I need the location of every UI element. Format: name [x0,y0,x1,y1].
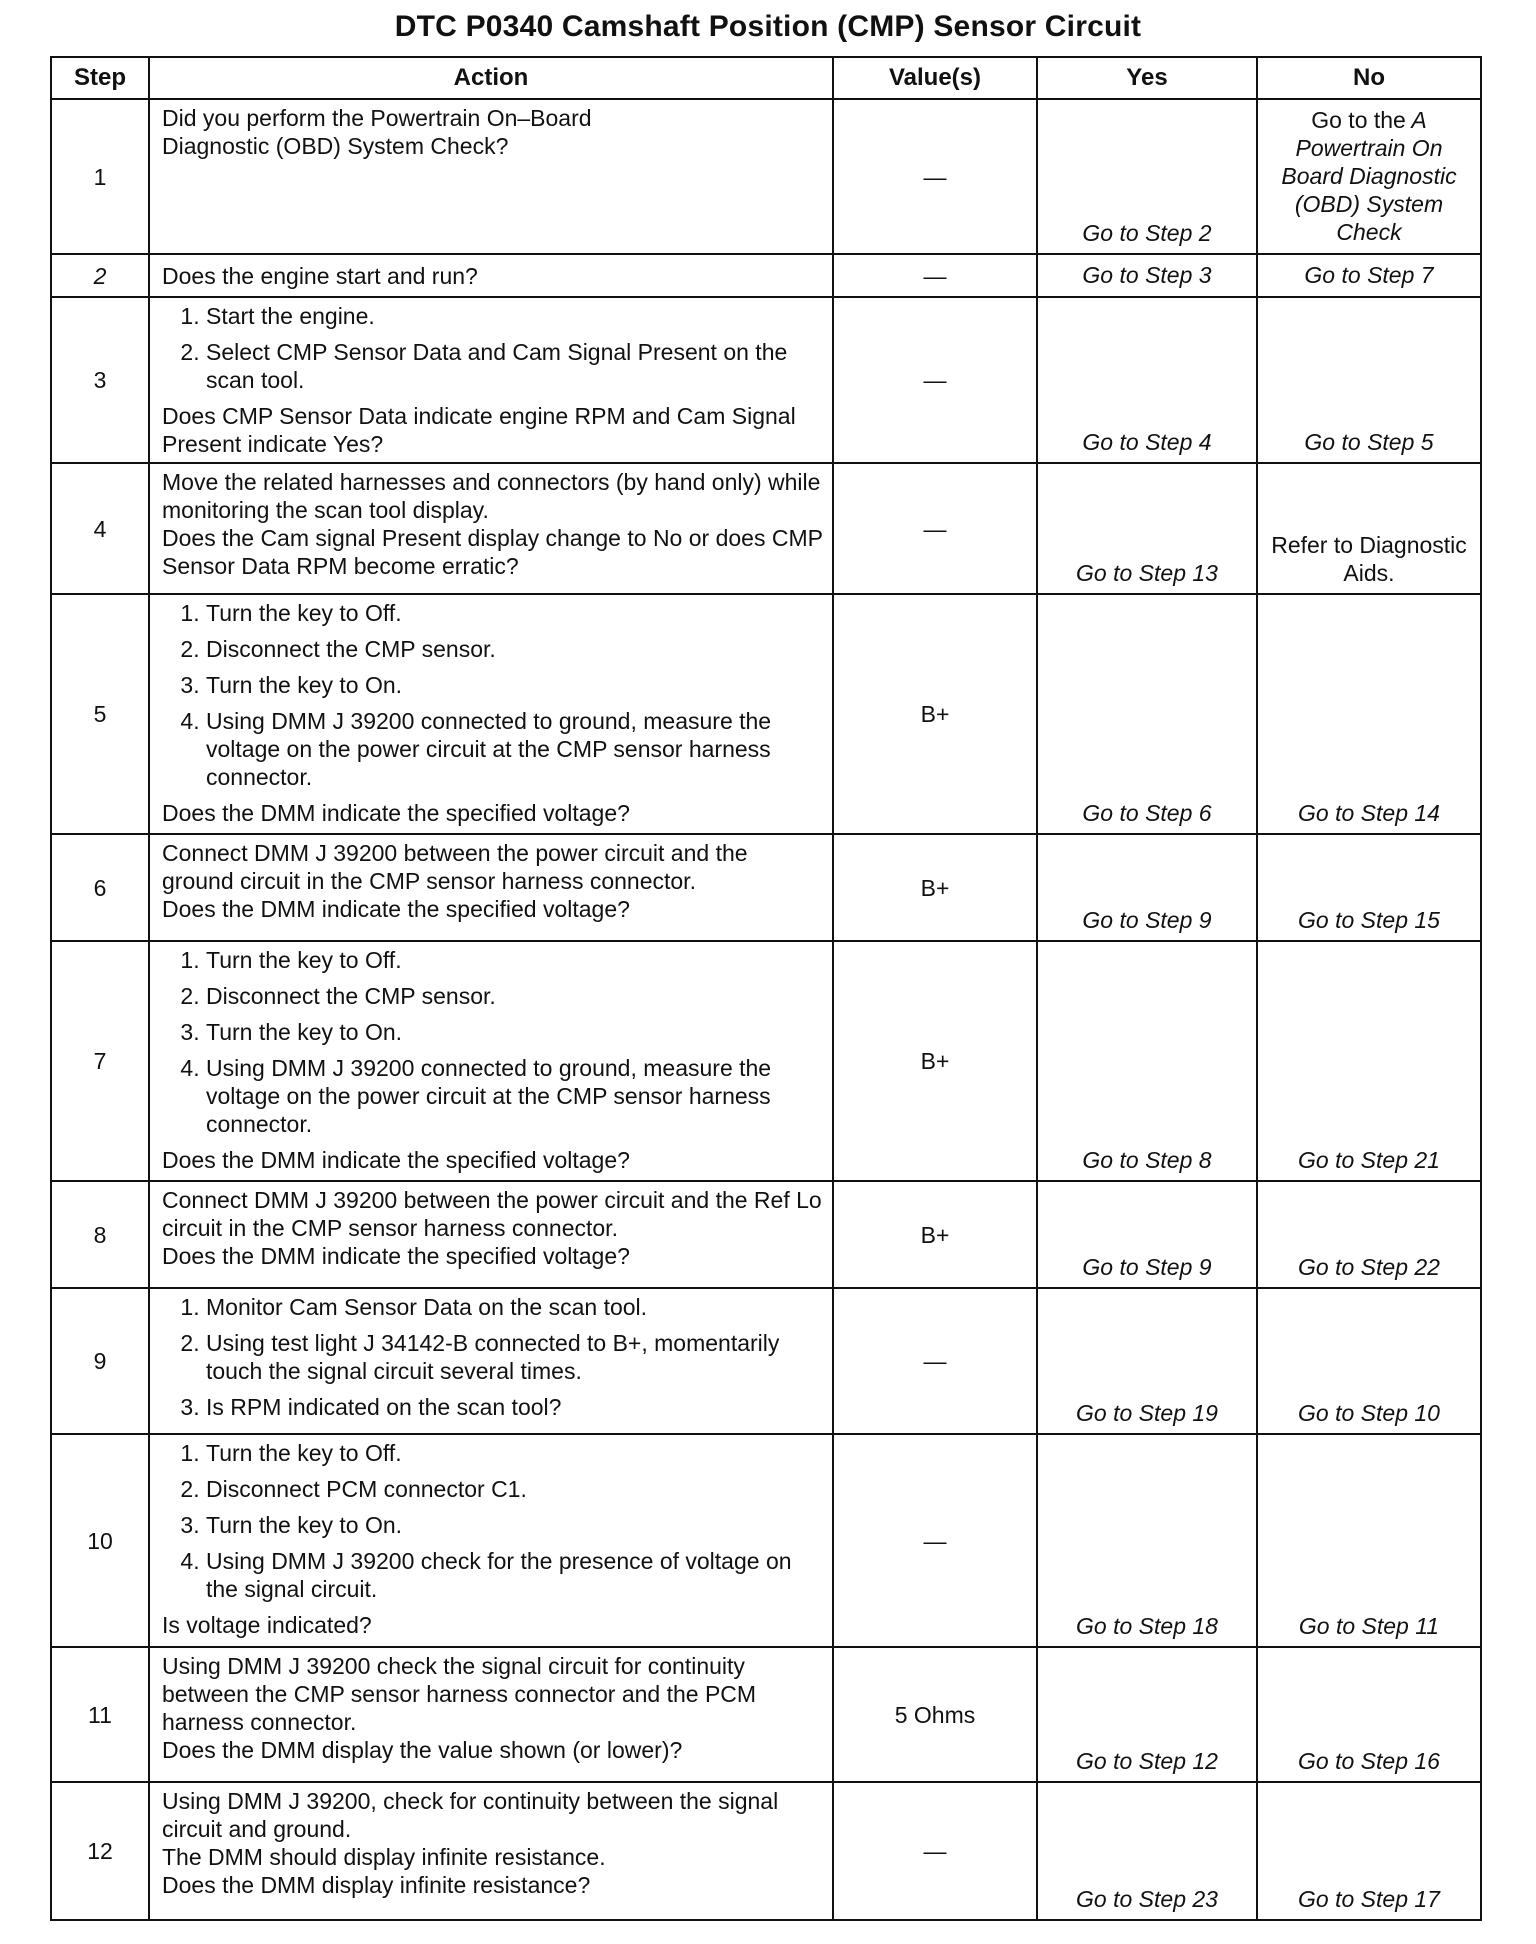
action-steps [162,302,824,394]
no-cell: Go to Step 5 [1257,297,1481,463]
action-question: Does the DMM indicate the specified voltage? [162,800,630,826]
action-question: Is voltage indicated? [162,1612,372,1638]
value-cell: B+ [833,941,1037,1181]
action-cell [149,254,833,297]
step-number: 3 [51,297,149,463]
action-question: Does the DMM indicate the specified voltage? [162,1243,630,1269]
action-step: 3. Turn the key to On. [206,671,824,699]
yes-cell: Go to Step 4 [1037,297,1257,463]
no-link: A Powertrain On Board Diagnostic (OBD) System Check [1281,107,1457,245]
action-step: 4. Using DMM J 39200 connected to ground, measure the voltage on the power circuit at the CMP sensor harness connector. [206,1054,824,1138]
action-text: Connect DMM J 39200 between the power circuit and the Ref Lo circuit in the CMP sensor harness connector. [162,1187,822,1241]
action-question: Does the DMM display infinite resistance? [162,1872,591,1898]
no-cell: Go to Step 15 [1257,834,1481,941]
action-text: Did you perform the Powertrain On–Board Diagnostic (OBD) System Check? [162,105,592,159]
header-no: No [1257,57,1481,99]
step-number: 2 [51,254,149,297]
value-cell: — [833,1434,1037,1647]
table-row [51,297,1481,463]
table-row [51,99,1481,254]
action-step: 1. Monitor Cam Sensor Data on the scan tool. [206,1293,824,1321]
action-step: 1. Start the engine. [206,302,824,330]
action-step: 1. Turn the key to Off. [206,946,824,974]
action-question: Does CMP Sensor Data indicate engine RPM and Cam Signal Present indicate Yes? [162,403,796,457]
no-cell [1257,99,1481,254]
action-cell [149,1434,833,1647]
action-step: 2. Disconnect PCM connector C1. [206,1475,824,1503]
step-number: 7 [51,941,149,1181]
no-cell: Go to Step 21 [1257,941,1481,1181]
yes-cell: Go to Step 12 [1037,1647,1257,1782]
action-step: 2. Disconnect the CMP sensor. [206,982,824,1010]
action-steps [162,946,824,1138]
no-cell: Go to Step 11 [1257,1434,1481,1647]
action-cell [149,297,833,463]
action-note: The DMM should display infinite resistance. [162,1844,606,1870]
yes-cell: Go to Step 18 [1037,1434,1257,1647]
step-number: 11 [51,1647,149,1782]
header-yes: Yes [1037,57,1257,99]
header-values: Value(s) [833,57,1037,99]
step-number: 6 [51,834,149,941]
table-row [51,1782,1481,1920]
action-cell [149,1782,833,1920]
action-text: Connect DMM J 39200 between the power circuit and the ground circuit in the CMP sensor harness connector. [162,840,748,894]
header-step: Step [51,57,149,99]
yes-cell: Go to Step 3 [1037,254,1257,297]
yes-cell: Go to Step 9 [1037,1181,1257,1288]
diagnostic-table [50,56,1482,1921]
value-cell: — [833,1288,1037,1434]
action-cell [149,941,833,1181]
action-text: Does the engine start and run? [162,262,478,289]
table-row [51,1181,1481,1288]
action-step: 4. Using DMM J 39200 connected to ground, measure the voltage on the power circuit at the CMP sensor harness connector. [206,707,824,791]
no-cell: Go to Step 14 [1257,594,1481,834]
action-text: Move the related harnesses and connectors (by hand only) while monitoring the scan tool display. [162,469,821,523]
action-step: 3. Is RPM indicated on the scan tool? [206,1393,824,1421]
table-row [51,1288,1481,1434]
yes-cell: Go to Step 13 [1037,463,1257,594]
yes-cell: Go to Step 2 [1037,99,1257,254]
table-row [51,1434,1481,1647]
action-step: 3. Turn the key to On. [206,1511,824,1539]
action-question: Does the DMM indicate the specified voltage? [162,896,630,922]
action-cell [149,463,833,594]
no-cell: Go to Step 10 [1257,1288,1481,1434]
no-cell: Go to Step 22 [1257,1181,1481,1288]
yes-cell: Go to Step 6 [1037,594,1257,834]
table-row [51,834,1481,941]
step-number: 8 [51,1181,149,1288]
no-cell: Go to Step 7 [1257,254,1481,297]
action-cell [149,834,833,941]
value-cell: — [833,254,1037,297]
action-text: Using DMM J 39200 check the signal circuit for continuity between the CMP sensor harness connector and the PCM harness connector. [162,1653,757,1735]
yes-cell: Go to Step 9 [1037,834,1257,941]
action-step: 2. Select CMP Sensor Data and Cam Signal Present on the scan tool. [206,338,824,394]
header-row [51,57,1481,99]
action-cell [149,1181,833,1288]
action-steps [162,1439,824,1603]
value-cell: B+ [833,594,1037,834]
action-question: Does the DMM display the value shown (or lower)? [162,1737,683,1763]
no-cell: Go to Step 17 [1257,1782,1481,1920]
yes-cell: Go to Step 8 [1037,941,1257,1181]
value-cell: — [833,463,1037,594]
value-cell: B+ [833,1181,1037,1288]
action-question: Does the DMM indicate the specified voltage? [162,1147,630,1173]
no-cell: Go to Step 16 [1257,1647,1481,1782]
table-row [51,1647,1481,1782]
action-steps [162,599,824,791]
action-step: 1. Turn the key to Off. [206,1439,824,1467]
action-question: Does the Cam signal Present display change to No or does CMP Sensor Data RPM become erratic? [162,525,823,579]
no-prefix: Go to the [1311,107,1406,133]
no-cell: Refer to Diagnostic Aids. [1257,463,1481,594]
action-cell [149,1288,833,1434]
table-row [51,463,1481,594]
action-cell [149,594,833,834]
value-cell: — [833,1782,1037,1920]
value-cell: — [833,99,1037,254]
step-number: 5 [51,594,149,834]
step-number: 1 [51,99,149,254]
table-row [51,594,1481,834]
header-action: Action [149,57,833,99]
step-number: 4 [51,463,149,594]
page-title: DTC P0340 Camshaft Position (CMP) Sensor Circuit [394,10,1142,43]
step-number: 12 [51,1782,149,1920]
action-step: 2. Disconnect the CMP sensor. [206,635,824,663]
yes-cell: Go to Step 23 [1037,1782,1257,1920]
action-step: 3. Turn the key to On. [206,1018,824,1046]
step-number: 10 [51,1434,149,1647]
action-text: Using DMM J 39200, check for continuity between the signal circuit and ground. [162,1788,779,1842]
action-steps [162,1293,824,1421]
action-cell [149,99,833,254]
action-step: 1. Turn the key to Off. [206,599,824,627]
action-step: 4. Using DMM J 39200 check for the presence of voltage on the signal circuit. [206,1547,824,1603]
value-cell: 5 Ohms [833,1647,1037,1782]
yes-cell: Go to Step 19 [1037,1288,1257,1434]
action-cell [149,1647,833,1782]
value-cell: — [833,297,1037,463]
action-step: 2. Using test light J 34142-B connected to B+, momentarily touch the signal circuit several times. [206,1329,824,1385]
step-number: 9 [51,1288,149,1434]
value-cell: B+ [833,834,1037,941]
table-row [51,254,1481,297]
table-row [51,941,1481,1181]
